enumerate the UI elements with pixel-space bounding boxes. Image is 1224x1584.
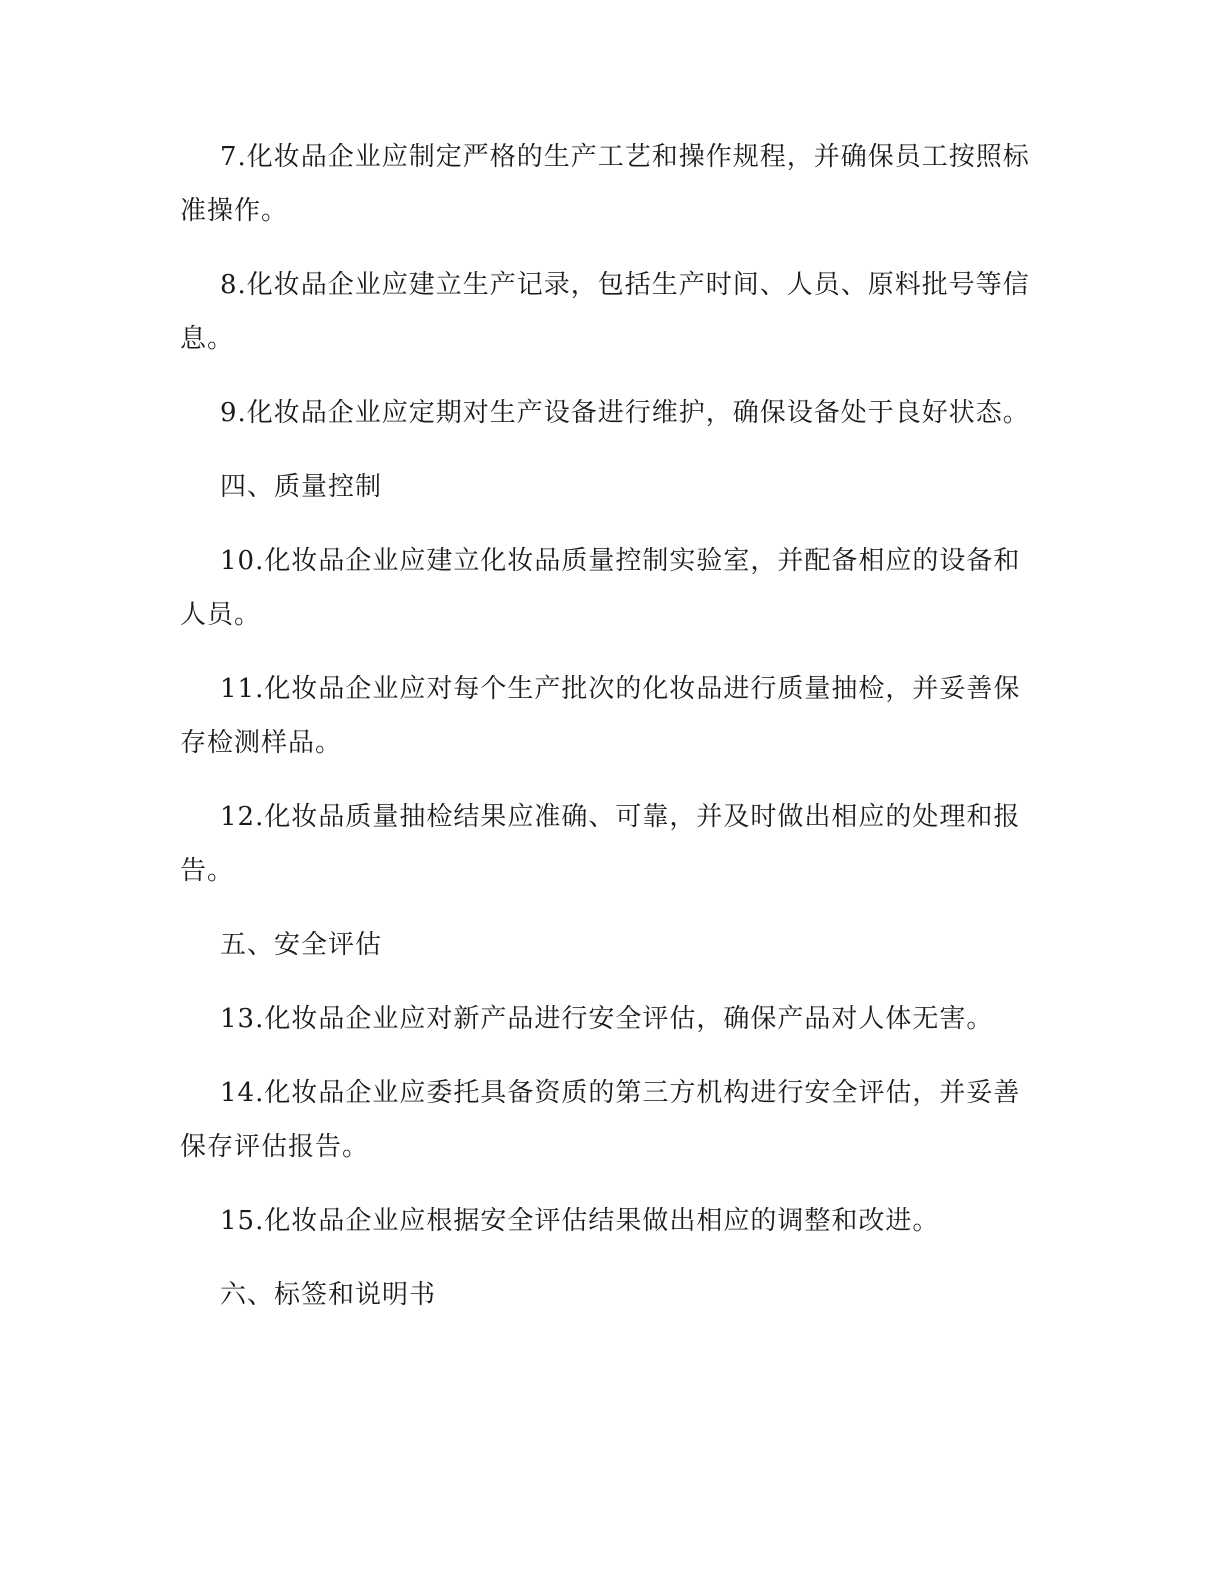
- paragraph-item-14: 14.化妆品企业应委托具备资质的第三方机构进行安全评估，并妥善保存评估报告。: [180, 1078, 1021, 1162]
- paragraph-item-15: 15.化妆品企业应根据安全评估结果做出相应的调整和改进。: [220, 1206, 940, 1236]
- section-heading-safety-assessment: 五、安全评估: [220, 930, 383, 960]
- section-heading-quality-control: 四、质量控制: [220, 472, 383, 502]
- paragraph-item-12: 12.化妆品质量抽检结果应准确、可靠，并及时做出相应的处理和报告。: [180, 802, 1021, 886]
- paragraph-item-7: 7.化妆品企业应制定严格的生产工艺和操作规程，并确保员工按照标准操作。: [180, 142, 1030, 226]
- paragraph-item-11: 11.化妆品企业应对每个生产批次的化妆品进行质量抽检，并妥善保存检测样品。: [180, 674, 1021, 758]
- document-body: [180, 130, 1040, 1342]
- paragraph-item-13: 13.化妆品企业应对新产品进行安全评估，确保产品对人体无害。: [220, 1004, 994, 1034]
- paragraph-item-10: 10.化妆品企业应建立化妆品质量控制实验室，并配备相应的设备和人员。: [180, 546, 1021, 630]
- paragraph-item-8: 8.化妆品企业应建立生产记录，包括生产时间、人员、原料批号等信息。: [180, 270, 1030, 354]
- paragraph-item-9: 9.化妆品企业应定期对生产设备进行维护，确保设备处于良好状态。: [220, 398, 1030, 428]
- section-heading-labels-instructions: 六、标签和说明书: [220, 1280, 437, 1310]
